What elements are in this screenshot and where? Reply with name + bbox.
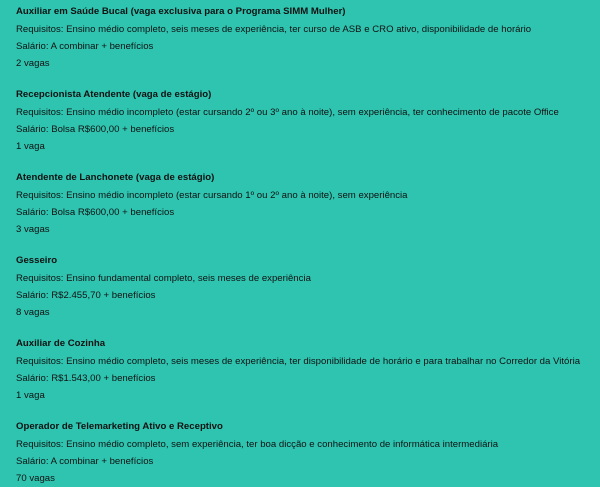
job-title: Atendente de Lanchonete (vaga de estágio) <box>16 172 215 183</box>
job-item <box>16 169 600 238</box>
job-requirements: Requisitos: Ensino fundamental completo, seis meses de experiência <box>16 273 311 284</box>
job-item <box>16 335 600 404</box>
job-item <box>16 418 600 487</box>
job-requirements: Requisitos: Ensino médio completo, seis meses de experiência, ter curso de ASB e CRO ativo, disponibilidade de horário <box>16 24 532 35</box>
job-salary: Salário: A combinar + benefícios <box>16 456 154 467</box>
job-salary: Salário: R$1.543,00 + benefícios <box>16 373 156 384</box>
job-title: Gesseiro <box>16 255 58 266</box>
job-openings: 1 vaga <box>16 141 45 152</box>
job-openings: 70 vagas <box>16 473 55 484</box>
job-openings: 8 vagas <box>16 307 50 318</box>
job-openings: 1 vaga <box>16 390 45 401</box>
job-requirements: Requisitos: Ensino médio completo, sem experiência, ter boa dicção e conhecimento de informática intermediária <box>16 439 499 450</box>
job-requirements: Requisitos: Ensino médio completo, seis meses de experiência, ter disponibilidade de horário e para trabalhar no Corredor da Vitória <box>16 356 581 367</box>
job-salary: Salário: Bolsa R$600,00 + benefícios <box>16 207 175 218</box>
job-item <box>16 86 600 155</box>
job-title: Recepcionista Atendente (vaga de estágio) <box>16 89 212 100</box>
job-salary: Salário: Bolsa R$600,00 + benefícios <box>16 124 175 135</box>
job-requirements: Requisitos: Ensino médio incompleto (estar cursando 2º ou 3º ano à noite), sem experiência, ter conhecimento de pacote Office <box>16 107 559 118</box>
job-openings: 2 vagas <box>16 58 50 69</box>
job-openings: 3 vagas <box>16 224 50 235</box>
job-requirements: Requisitos: Ensino médio incompleto (estar cursando 1º ou 2º ano à noite), sem experiência <box>16 190 408 201</box>
job-item <box>16 3 600 72</box>
job-salary: Salário: R$2.455,70 + benefícios <box>16 290 156 301</box>
job-title: Auxiliar em Saúde Bucal (vaga exclusiva para o Programa SIMM Mulher) <box>16 6 346 17</box>
job-salary: Salário: A combinar + benefícios <box>16 41 154 52</box>
job-title: Operador de Telemarketing Ativo e Receptivo <box>16 421 223 432</box>
job-item <box>16 252 600 321</box>
job-title: Auxiliar de Cozinha <box>16 338 106 349</box>
